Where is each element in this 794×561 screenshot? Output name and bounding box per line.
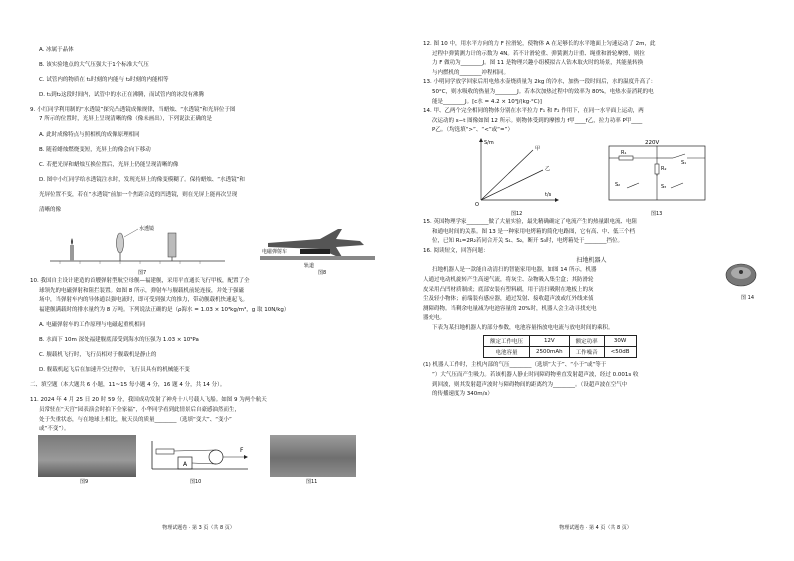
table-cell: 30W — [604, 336, 636, 347]
line-jia-label: 甲 — [535, 145, 541, 152]
q10-stem-4: 福建舰满载时的排水量约为 8 万吨。下列说法正确的是（ρ海水 = 1.03 × 10³kg/m³，g 取 10N/kg） — [39, 306, 290, 313]
table-row — [484, 336, 637, 347]
figure-7-caption: 图7 — [138, 270, 147, 277]
q8-option-a: A. 冰属于晶体 — [39, 46, 74, 53]
axis-s-label: S/m — [484, 139, 494, 146]
figure-10-caption: 图10 — [190, 478, 202, 485]
arrow-up-icon — [479, 138, 483, 142]
figure-7 — [50, 221, 230, 269]
figure-12 — [471, 136, 561, 208]
table-cell: 2500mAh — [530, 347, 570, 358]
candle — [70, 245, 74, 261]
q9-option-c: C. 若把光屏和蜡烛互换位置后，光屏上仍能呈现清晰的像 — [39, 161, 179, 168]
left-footer: 物理试题卷 · 第 3 页（共 8 页） — [162, 525, 235, 531]
question-16-1 — [423, 361, 760, 399]
q11-stem-2: 员常驻在“天宫”园表演会时拍下全家福”，小华同学看到此情景后自豪感油然而生， — [39, 407, 241, 414]
q9-option-d-1: D. 图中小红同学给水透镜注水时，发现光屏上的像变模糊了。保持蜡烛、“水透镜”和 — [39, 176, 245, 183]
q14-stem-3: P乙。（均选填“>”、“<”或“=”） — [432, 127, 513, 134]
candle-flame — [71, 238, 73, 245]
q14-stem-1: 14. 甲、乙两个完全相同的物体分别在水平拉力 F₁ 和 F₂ 作用下，在同一水平面上运动，两 — [423, 108, 644, 115]
q8-option-b: B. 该实验地点的大气压强大于1个标准大气压 — [39, 61, 149, 68]
section-2-heading: 二、填空题（本大题共 6 小题，11~15 每小题 4 分，16 题 4 分，共 14 分）。 — [30, 382, 226, 389]
table-row — [484, 347, 637, 358]
right-footer: 物理试题卷 · 第 4 页（共 8 页） — [559, 525, 632, 531]
table-cell: 电池容量 — [484, 347, 530, 358]
s3-label: S₃ — [661, 183, 667, 190]
track — [260, 256, 375, 260]
q12-stem-4: 与内燃机的________冲程相同。 — [432, 69, 510, 76]
article-line-1: 扫地机器人是一款能自动清扫的智能家用电器，如图 14 所示，机器 — [432, 267, 597, 274]
resistor-r1 — [619, 156, 633, 160]
launch-cart-label: 电磁弹射车 — [262, 249, 288, 256]
q10-option-b: B. 水面下 10m 深处福建舰底部受到海水的压强为 1.03 × 10⁵Pa — [39, 337, 199, 344]
s2-label: S₂ — [615, 181, 621, 188]
switch-s2 — [627, 183, 639, 188]
q14-stem-2: 次运动的 s−t 图像如图 12 所示。则物体受到的摩擦力 f甲____f乙，拉力功率 P甲____ — [432, 117, 643, 124]
q9-option-d-3: 清晰的像 — [39, 207, 62, 214]
robot-params-table — [483, 335, 637, 358]
figure-13 — [601, 136, 713, 208]
right-page — [397, 0, 794, 561]
q10-option-d: D. 舰载机起飞后在加速升空过程中，飞行员具有的机械能不变 — [39, 367, 190, 374]
q15-stem-1: 15. 英国物理学家________做了大量实验，最先精确确定了电流产生的热量跟电流、电阻 — [423, 218, 637, 225]
water-lens — [117, 233, 124, 253]
figure-9-caption: 图9 — [80, 478, 89, 485]
q8-options — [30, 46, 387, 101]
q9-stem-2: 7 所示的位置时，光屏上呈现清晰的像（像未画出），下列说法正确的是 — [39, 116, 212, 123]
q8-option-c: C. 试管内的物质在 t₁时刻的内能与 t₂时刻的内能相等 — [39, 76, 169, 83]
q10-stem-2: 球领先的电磁弹射和阻拦装置。如图 8 所示，弹射车与舰载机前轮连接，并处于强磁 — [39, 287, 244, 294]
article-line-4: 尘及轻小物体；前端装有感应器，通过发射、接收超声波或红外线来侦 — [423, 296, 594, 303]
line-yi — [481, 170, 543, 200]
arrow-right-icon — [244, 455, 248, 459]
q16-1-line-3: 到回波，则其发射超声波时与障碍物间的距离约为________。（设超声波在空气中 — [432, 381, 628, 388]
figures-12-13 — [423, 136, 760, 218]
question-11 — [30, 396, 387, 434]
q15-stem-2: 和通电时间的关系。图 13 是一种家用电烤箱的简化电路图，它有高、中、低三个档 — [432, 228, 635, 235]
figures-9-11 — [30, 435, 387, 485]
article-line-5: 测障碍物。当剩余电量减为电池容量的 20%时，机器人会主动寻找充电 — [423, 305, 597, 312]
pulley — [209, 450, 223, 464]
question-10 — [30, 277, 387, 376]
question-14 — [423, 107, 760, 136]
q11-stem-4: 或“不变”）。 — [39, 426, 70, 433]
figure-13-caption: 图13 — [651, 210, 663, 217]
switch-s3 — [671, 183, 683, 188]
q10-stem-3: 场中，当弹射车内的导体通以强电流时，即可受到强大的推力，带动舰载机快速起飞。 — [39, 297, 249, 304]
table-intro: 下表为某扫地机器人的部分参数，电池容量指放电电流与放电时间的乘积。 — [432, 324, 614, 331]
figure-9-photo — [38, 435, 136, 477]
q13-stem-1: 13. 小明同学放学回家后用电热水壶烧质量为 2kg 的冷水，加热一段时间后，水的温度升高了： — [423, 79, 657, 86]
q10-option-c: C. 舰载机飞行时，飞行员相对于舰载机是静止的 — [39, 352, 157, 359]
origin-label: O — [475, 201, 479, 208]
q13-stem-2: 50°C，则水吸收的热量为________J。若本次加热过程中的效率为 80%，电热水壶消耗的电 — [432, 88, 654, 95]
article-line-3: 皮采用凸凹材质制成；底部安装有塑料刷，用于清扫吸附在地板上的灰 — [423, 286, 594, 293]
figure-11-photo — [270, 435, 356, 477]
table-cell: 额定工作电压 — [484, 336, 530, 347]
q9-option-a: A. 此时成像特点与照相机的成像原理相同 — [39, 131, 140, 138]
q16-1-line-1: (1) 机器人工作时，主机内部的气压________（选填“大于”、“小于”或“等于 — [423, 362, 607, 369]
table-cell: 额定功率 — [569, 336, 604, 347]
table-cell: 12V — [530, 336, 570, 347]
q9-option-b: B. 随着蜡烛燃烧变短，光屏上的像会向下移动 — [39, 146, 151, 153]
table-cell: <50dB — [604, 347, 636, 358]
figure-12-caption: 图12 — [511, 210, 523, 217]
article-body — [423, 266, 760, 324]
q12-stem-1: 12. 图 10 中，用水平方向的力 F 拉滑轮，使物体 A 在足够长的水平地面上匀速运动了 2m，此 — [423, 41, 656, 47]
question-13 — [423, 78, 760, 107]
q12-stem-2: 过程中弹簧测力计的示数为 4N。若不计滑轮重、弹簧测力计重、绳重和滑轮摩擦，则拉 — [432, 50, 645, 57]
q16-1-line-2: ”）大气压而产生吸力。若该机器人静止时同障碍物垂直发射超声波，经过 0.001s 收 — [432, 372, 639, 379]
launch-cart — [300, 249, 330, 254]
water-lens-label: 水透镜 — [139, 226, 155, 233]
r1-label: R₁ — [621, 149, 627, 156]
question-12 — [423, 40, 760, 78]
article-line-2: 人通过电动机旋转产生高速气流，将灰尘、杂物吸入集尘盒；其防滑轮 — [423, 276, 594, 283]
figure-8-caption: 图8 — [318, 270, 327, 277]
q10-stem-1: 10. 我国自主设计建造的首艘弹射型航空母舰—福建舰，采用平直通长飞行甲板，配置了全 — [30, 278, 250, 285]
figures-7-8 — [30, 221, 387, 277]
q11-stem-3: 处于失重状态，与在地球上相比，航天员的质量________（选填“变大”、“变小” — [39, 416, 232, 423]
line-yi-label: 乙 — [545, 165, 551, 172]
figure-14-caption: 图 14 — [741, 295, 754, 302]
figure-8 — [260, 221, 380, 269]
q9-stem-1: 9. 小红同学利用制的“水透镜”探究凸透镜成像规律，当蜡烛、“水透镜”和光屏位于图 — [30, 106, 236, 113]
line-jia — [481, 150, 533, 200]
q9-option-d-2: 光屏位置不变，若在“水透镜”前加一个焦距合适的凹透镜，则在光屏上能再次呈现 — [39, 191, 238, 198]
question-9 — [30, 106, 387, 216]
light-screen — [168, 233, 176, 257]
q10-option-a: A. 电磁弹射车的工作原理与电磁起重机相同 — [39, 322, 146, 328]
switch-s1 — [673, 154, 685, 158]
q16-heading: 16. 阅读短文，回答问题： — [423, 247, 489, 254]
robot-vacuum-icon — [724, 258, 758, 292]
voltage-label: 220V — [645, 139, 660, 146]
question-15 — [423, 218, 760, 247]
force-f-label: F — [240, 446, 244, 454]
article-title: 扫地机器人 — [576, 257, 607, 265]
q13-stem-3: 能是________J。[c水 = 4.2 × 10³J/(kg·°C)] — [432, 98, 542, 105]
s1-label: S₁ — [681, 159, 687, 166]
axis-t-label: t/s — [545, 191, 552, 198]
track-label: 轨道 — [304, 263, 315, 270]
right-column — [423, 40, 760, 400]
q12-stem-3: 力 F 做功为________J。图 11 是物理兴趣小组模拟古人钻木取火时的场景，其能量转换 — [432, 60, 644, 67]
arrow-right-icon — [555, 198, 559, 202]
left-column — [30, 40, 387, 485]
spring-scale — [156, 449, 174, 454]
r2-label: R₂ — [661, 165, 667, 172]
q11-stem-1: 11. 2024 年 4 月 25 日 20 时 59 分，我国成功发射了神舟十八号载人飞船。如图 9 为两个航天 — [30, 397, 267, 404]
q15-stem-3: 位，已知 R₁=2R₂若同合开关 S₁、S₂，断开 S₃时，电烤箱处于________挡位。 — [432, 238, 623, 245]
q8-option-d: D. t₁到t₂这段时间内，试管中的水正在沸腾，而试管内的冰没有沸腾 — [39, 91, 204, 98]
q16-1-line-4: 的传播速度为 340m/s） — [432, 391, 493, 398]
article-line-6: 器充电。 — [423, 315, 446, 322]
resistor-r2 — [655, 164, 659, 174]
figure-11-caption: 图11 — [306, 478, 318, 485]
figure-10 — [150, 435, 250, 477]
table-cell: 工作噪音 — [569, 347, 604, 358]
block-a-label: A — [183, 460, 188, 468]
